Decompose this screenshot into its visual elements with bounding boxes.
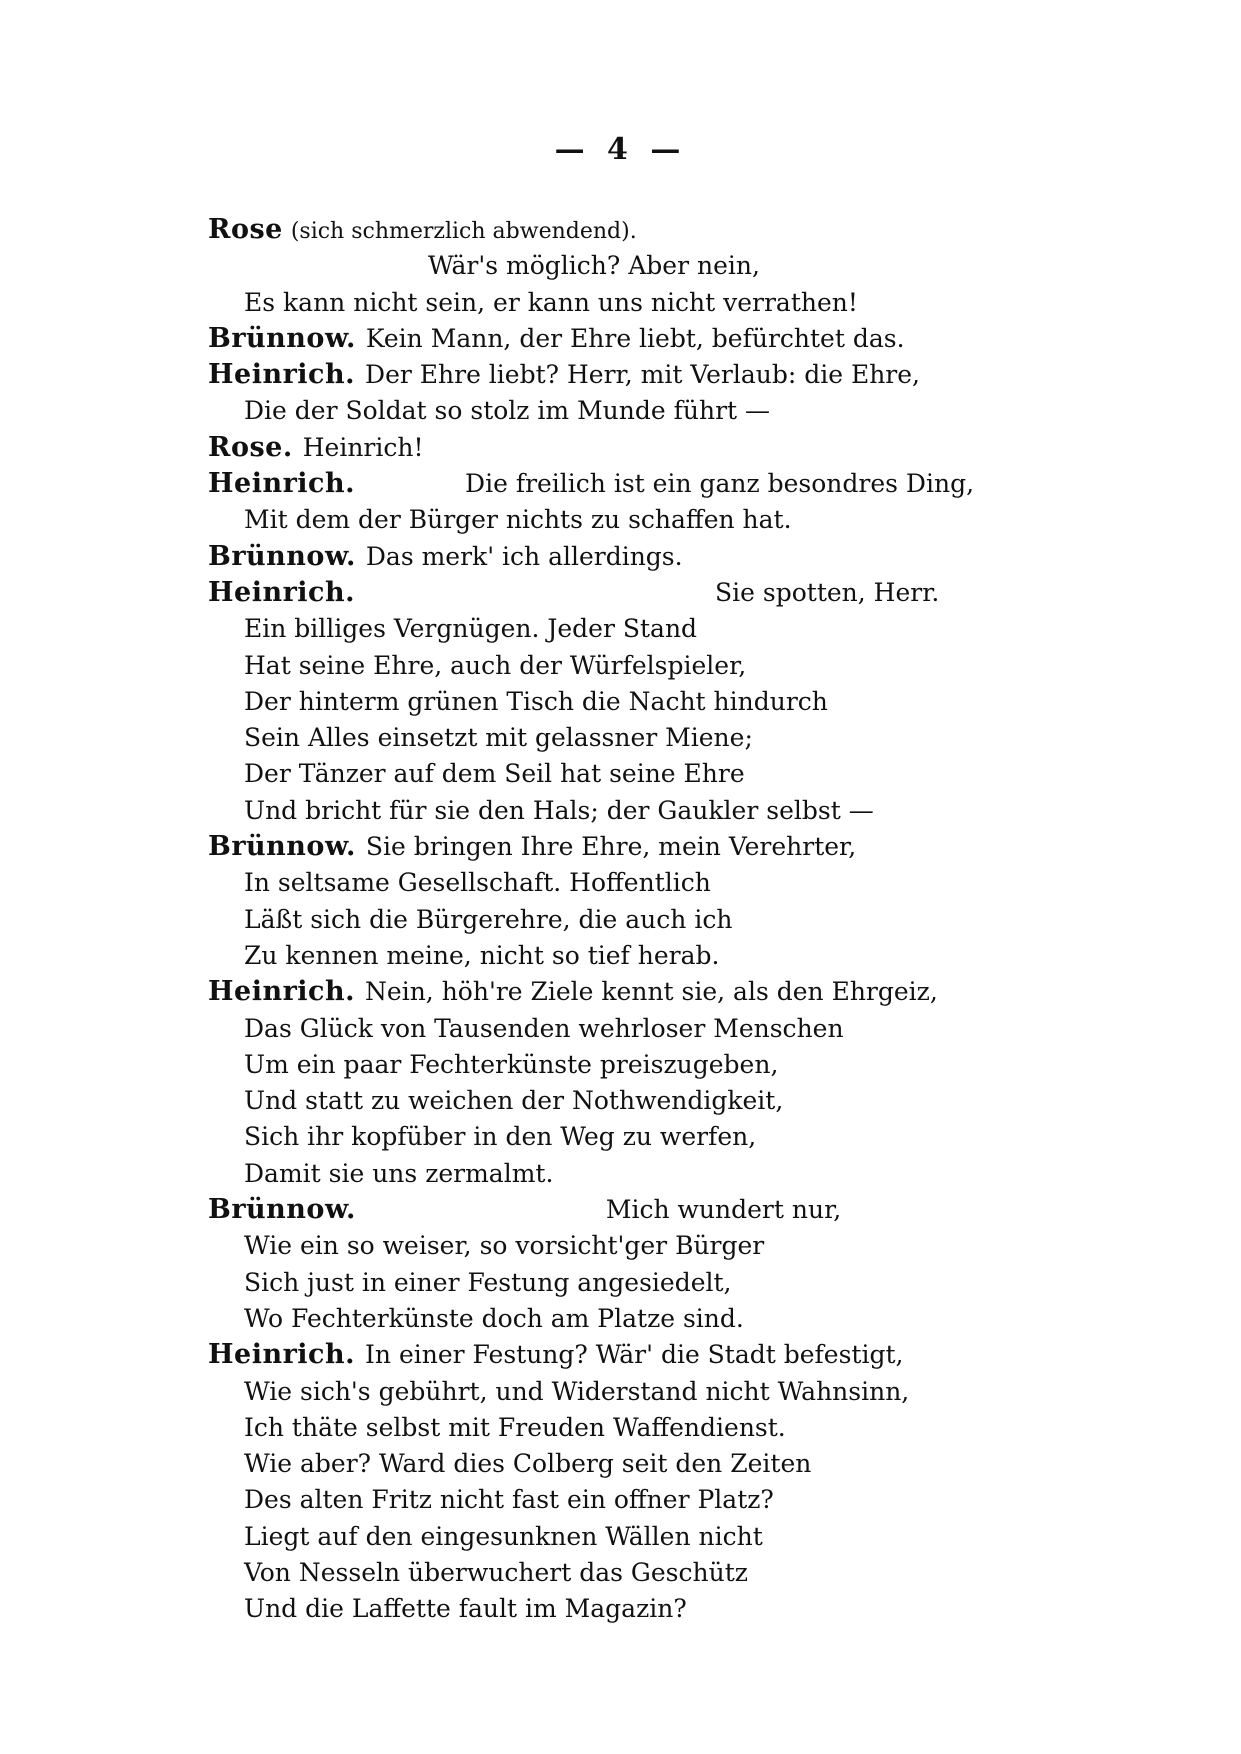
speaker-line [208, 1337, 1068, 1373]
verse-text: Damit sie uns zermalmt. [244, 1158, 554, 1188]
verse-text: Der Ehre liebt? Herr, mit Verlaub: die Ehre, [365, 360, 920, 390]
verse-text: Des alten Fritz nicht fast ein offner Platz? [244, 1485, 774, 1515]
verse-line [208, 502, 1068, 538]
verse-line [208, 1482, 1068, 1518]
verse-text: Wär's möglich? Aber nein, [428, 251, 760, 281]
speaker-line [208, 430, 1068, 466]
speaker-name: Heinrich. [208, 1339, 356, 1371]
speaker-name: Brünnow. [208, 540, 356, 572]
verse-text: Und bricht für sie den Hals; der Gaukler selbst — [244, 795, 874, 825]
verse-text: Wie ein so weiser, so vorsicht'ger Bürger [244, 1231, 765, 1261]
verse-text: Zu kennen meine, nicht so tief herab. [244, 940, 720, 970]
verse-text: Sie spotten, Herr. [715, 577, 940, 607]
speaker-name: Brünnow. [208, 831, 356, 863]
stage-direction: (sich schmerzlich abwendend). [290, 219, 637, 244]
verse-line [208, 1047, 1068, 1083]
verse-line [208, 1301, 1068, 1337]
play-text [208, 212, 1068, 1628]
verse-text: Ich thäte selbst mit Freuden Waffendienst. [244, 1412, 786, 1442]
verse-text: Nein, höh're Ziele kennt sie, als den Ehrgeiz, [365, 977, 938, 1007]
verse-line [208, 611, 1068, 647]
verse-text: Und statt zu weichen der Nothwendigkeit, [244, 1086, 784, 1116]
verse-text: Liegt auf den eingesunknen Wällen nicht [244, 1521, 763, 1551]
speaker-name: Brünnow. [208, 1194, 356, 1226]
speaker-name: Rose. [208, 431, 293, 463]
verse-line [208, 793, 1068, 829]
verse-text: Das Glück von Tausenden wehrloser Menschen [244, 1013, 844, 1043]
verse-line [208, 393, 1068, 429]
verse-text: Die freilich ist ein ganz besondres Ding, [465, 469, 975, 499]
verse-line [208, 1446, 1068, 1482]
verse-text: Und die Laffette fault im Magazin? [244, 1594, 687, 1624]
verse-text: Es kann nicht sein, er kann uns nicht verrathen! [244, 287, 858, 317]
verse-line [208, 1591, 1068, 1627]
verse-line [208, 684, 1068, 720]
verse-text: Das merk' ich allerdings. [365, 541, 683, 571]
verse-line [208, 1374, 1068, 1410]
verse-text: Heinrich! [302, 432, 424, 462]
speaker-name: Heinrich. [208, 576, 356, 608]
verse-text: Der hinterm grünen Tisch die Nacht hindurch [244, 686, 828, 716]
speaker-line [208, 575, 1068, 611]
verse-line [208, 902, 1068, 938]
verse-line [208, 1083, 1068, 1119]
verse-text: Hat seine Ehre, auch der Würfelspieler, [244, 650, 747, 680]
verse-line [208, 1519, 1068, 1555]
verse-text: Die der Soldat so stolz im Munde führt — [244, 396, 771, 426]
verse-text: Ein billiges Vergnügen. Jeder Stand [244, 614, 698, 644]
page-number: — 4 — [554, 132, 687, 167]
verse-text: Sein Alles einsetzt mit gelassner Miene; [244, 723, 753, 753]
speaker-line [208, 974, 1068, 1010]
verse-line [208, 1410, 1068, 1446]
speaker-line [208, 357, 1068, 393]
verse-text: Von Nesseln überwuchert das Geschütz [244, 1557, 748, 1587]
verse-text: Wie sich's gebührt, und Widerstand nicht Wahnsinn, [244, 1376, 910, 1406]
speaker-line [208, 466, 1068, 502]
speaker-name: Rose [208, 214, 283, 245]
verse-text: Kein Mann, der Ehre liebt, befürchtet das. [365, 323, 905, 353]
verse-text: In seltsame Gesellschaft. Hoffentlich [244, 868, 711, 898]
speaker-line [208, 829, 1068, 865]
speaker-name: Heinrich. [208, 359, 356, 391]
verse-line [208, 1119, 1068, 1155]
verse-line [208, 720, 1068, 756]
speaker-line [208, 1192, 1068, 1228]
verse-line [208, 285, 1068, 321]
verse-text: Läßt sich die Bürgerehre, die auch ich [244, 904, 733, 934]
speaker-name: Brünnow. [208, 322, 356, 354]
verse-text: Der Tänzer auf dem Seil hat seine Ehre [244, 759, 745, 789]
speaker-name: Heinrich. [208, 976, 356, 1008]
verse-line [208, 1265, 1068, 1301]
verse-line [208, 648, 1068, 684]
verse-text: Mit dem der Bürger nichts zu schaffen hat. [244, 505, 792, 535]
verse-line [208, 1011, 1068, 1047]
verse-text: Wie aber? Ward dies Colberg seit den Zeiten [244, 1449, 812, 1479]
speaker-line [208, 539, 1068, 575]
verse-text: Um ein paar Fechterkünste preiszugeben, [244, 1049, 779, 1079]
verse-text: Sie bringen Ihre Ehre, mein Verehrter, [365, 832, 857, 862]
verse-text: Wo Fechterkünste doch am Platze sind. [244, 1303, 744, 1333]
speaker-line [208, 212, 1068, 248]
verse-line [208, 1228, 1068, 1264]
verse-line [208, 1555, 1068, 1591]
verse-line [208, 865, 1068, 901]
verse-line [208, 938, 1068, 974]
verse-text: Sich just in einer Festung angesiedelt, [244, 1267, 732, 1297]
verse-text: Sich ihr kopfüber in den Weg zu werfen, [244, 1122, 757, 1152]
verse-text: In einer Festung? Wär' die Stadt befestigt, [365, 1340, 904, 1370]
verse-text: Mich wundert nur, [605, 1195, 842, 1225]
verse-line [208, 248, 1068, 284]
verse-line [208, 756, 1068, 792]
speaker-line [208, 321, 1068, 357]
verse-line [208, 1156, 1068, 1192]
speaker-name: Heinrich. [208, 468, 356, 500]
